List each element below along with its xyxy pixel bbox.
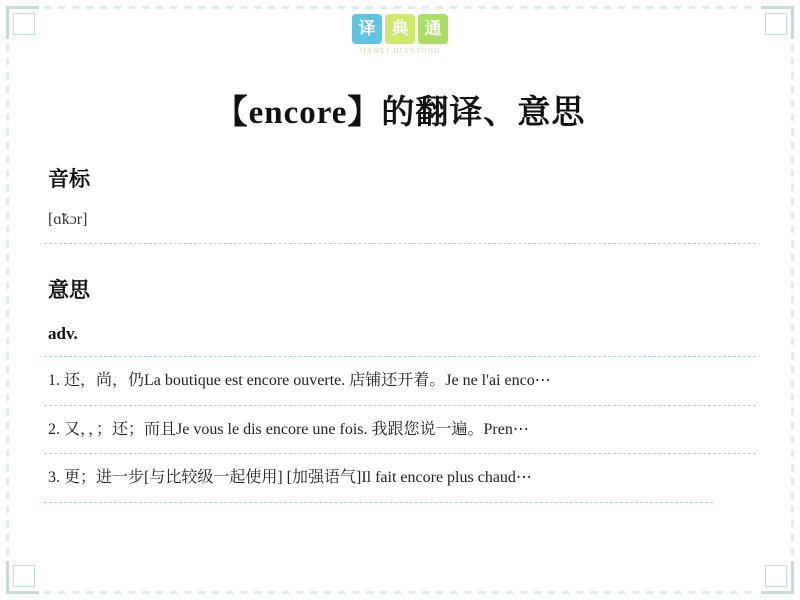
logo-block-2: 典 [385, 14, 415, 44]
divider-after-phonetic [44, 243, 756, 244]
document-content [44, 80, 756, 503]
logo-blocks [352, 14, 448, 44]
border-edge-right [791, 44, 794, 556]
border-edge-top [44, 6, 756, 9]
site-logo[interactable] [0, 14, 800, 55]
border-corner-bottom-right [761, 561, 794, 594]
border-edge-left [6, 44, 9, 556]
logo-subtitle: JIANYI·DIANTONG [359, 47, 441, 55]
border-corner-bottom-left [6, 561, 39, 594]
border-edge-bottom [44, 591, 756, 594]
phonetic-section [44, 163, 756, 244]
meaning-section [44, 274, 756, 503]
phonetic-heading: 音标 [48, 167, 90, 191]
logo-block-3: 通 [418, 14, 448, 44]
sense-item: 3. 更；进一步[与比较级一起使用] [加强语气]Il fait encore plus chaud⋯ [48, 469, 532, 487]
sense-item: 1. 还，尚，仍La boutique est encore ouverte. 店铺还开着。Je ne l'ai enco⋯ [48, 372, 551, 389]
logo-block-1: 译 [352, 14, 382, 44]
divider-after-sense-3 [44, 502, 713, 503]
phonetic-value: [ɑ̃kɔr] [48, 211, 88, 228]
meaning-heading: 意思 [48, 278, 90, 302]
part-of-speech: adv. [48, 324, 78, 343]
page-title: 【encore】的翻译、意思 [214, 95, 586, 131]
sense-item: 2. 又，，；还；而且Je vous le dis encore une fois. 我跟您说一遍。Pren⋯ [48, 420, 529, 438]
